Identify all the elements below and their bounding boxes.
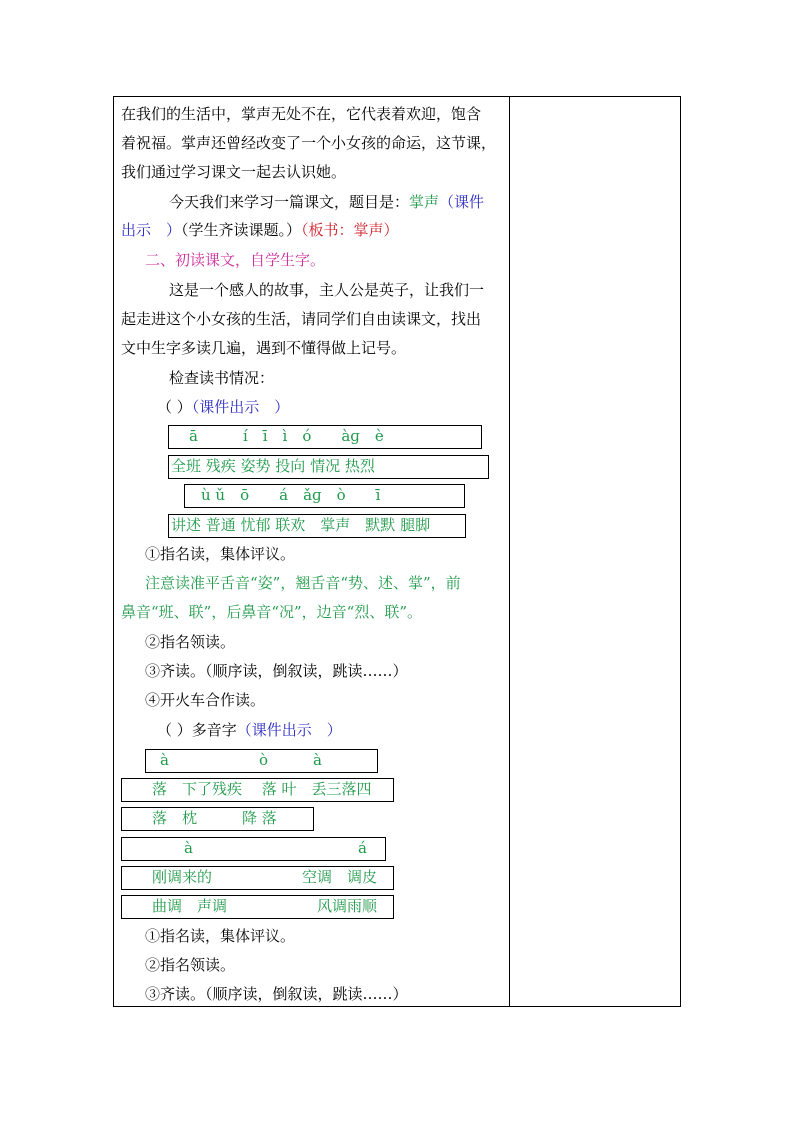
story-line: 文中生字多读几遍，遇到不懂得做上记号。 — [121, 339, 407, 357]
note-line: 鼻音“班、联”，后鼻音“况”，边音“烈、联”。 — [121, 603, 423, 621]
word-box: 讲述 普通 忧郁 联欢 掌声 默默 腿脚 — [168, 514, 466, 538]
text-line: 着祝福。掌声还曾经改变了一个小女孩的命运，这节课， — [121, 134, 497, 152]
pinyin-box: ā í ī ì ó àɡ è — [168, 425, 482, 449]
step-line: ③齐读。（顺序读，倒叙读，跳读……） — [145, 985, 408, 1003]
word-box: 曲调 声调 风调雨顺 — [121, 895, 394, 919]
check-title: 检查读书情况： — [169, 369, 275, 387]
story-line: 这是一个感人的故事，主人公是英子，让我们一 — [169, 281, 485, 299]
word-box: 落 下了残疾 落 叶 丢三落四 — [121, 778, 394, 802]
lesson-title: 掌声 — [409, 193, 440, 211]
courseware-label: （课件出示 ） — [191, 398, 290, 416]
intro-line — [169, 192, 484, 212]
note-line: 注意读准平舌音“姿”，翘舌音“势、述、掌”，前 — [145, 574, 461, 592]
step-line: ①指名读，集体评议。 — [145, 545, 296, 563]
step-line: ②指名领读。 — [145, 956, 236, 974]
step-line: ④开火车合作读。 — [145, 691, 266, 709]
step-line: ②指名领读。 — [145, 633, 236, 651]
polyphone-label: （ ）多音字 — [157, 721, 237, 739]
courseware-label: （课件出示 ） — [236, 721, 342, 739]
story-line: 起走进这个小女孩的生活，请同学们自由读课文，找出 — [121, 310, 482, 328]
word-box: 全班 残疾 姿势 投向 情况 热烈 — [168, 455, 489, 479]
word-box: 刚调来的 空调 调皮 — [121, 866, 394, 890]
paren: （ ） — [157, 398, 192, 416]
text-line: 在我们的生活中，掌声无处不在，它代表着欢迎，饱含 — [121, 105, 482, 123]
paren-line-1 — [157, 397, 289, 417]
intro-line-2 — [121, 220, 399, 240]
courseware-close: 出示 ） — [121, 221, 182, 239]
pinyin-box: à á — [121, 837, 386, 861]
read-title: （学生齐读课题。） — [181, 221, 302, 239]
step-line: ①指名读，集体评议。 — [145, 927, 296, 945]
pinyin-box: ù ǔ ō á ǎɡ ò ī — [184, 484, 465, 508]
column-divider — [509, 97, 510, 1006]
word-box: 落 枕 降 落 — [121, 807, 314, 831]
text-line: 我们通过学习课文一起去认识她。 — [121, 163, 347, 181]
board-note: （板书：掌声） — [301, 221, 399, 239]
intro-prefix: 今天我们来学习一篇课文，题目是： — [169, 193, 410, 211]
courseware-open: （课件 — [439, 193, 485, 211]
pinyin-box: à ò à — [145, 749, 378, 773]
section-heading: 二、初读课文，自学生字。 — [145, 251, 326, 269]
paren-line-2 — [157, 720, 342, 740]
step-line: ③齐读。（顺序读，倒叙读，跳读……） — [145, 662, 408, 680]
